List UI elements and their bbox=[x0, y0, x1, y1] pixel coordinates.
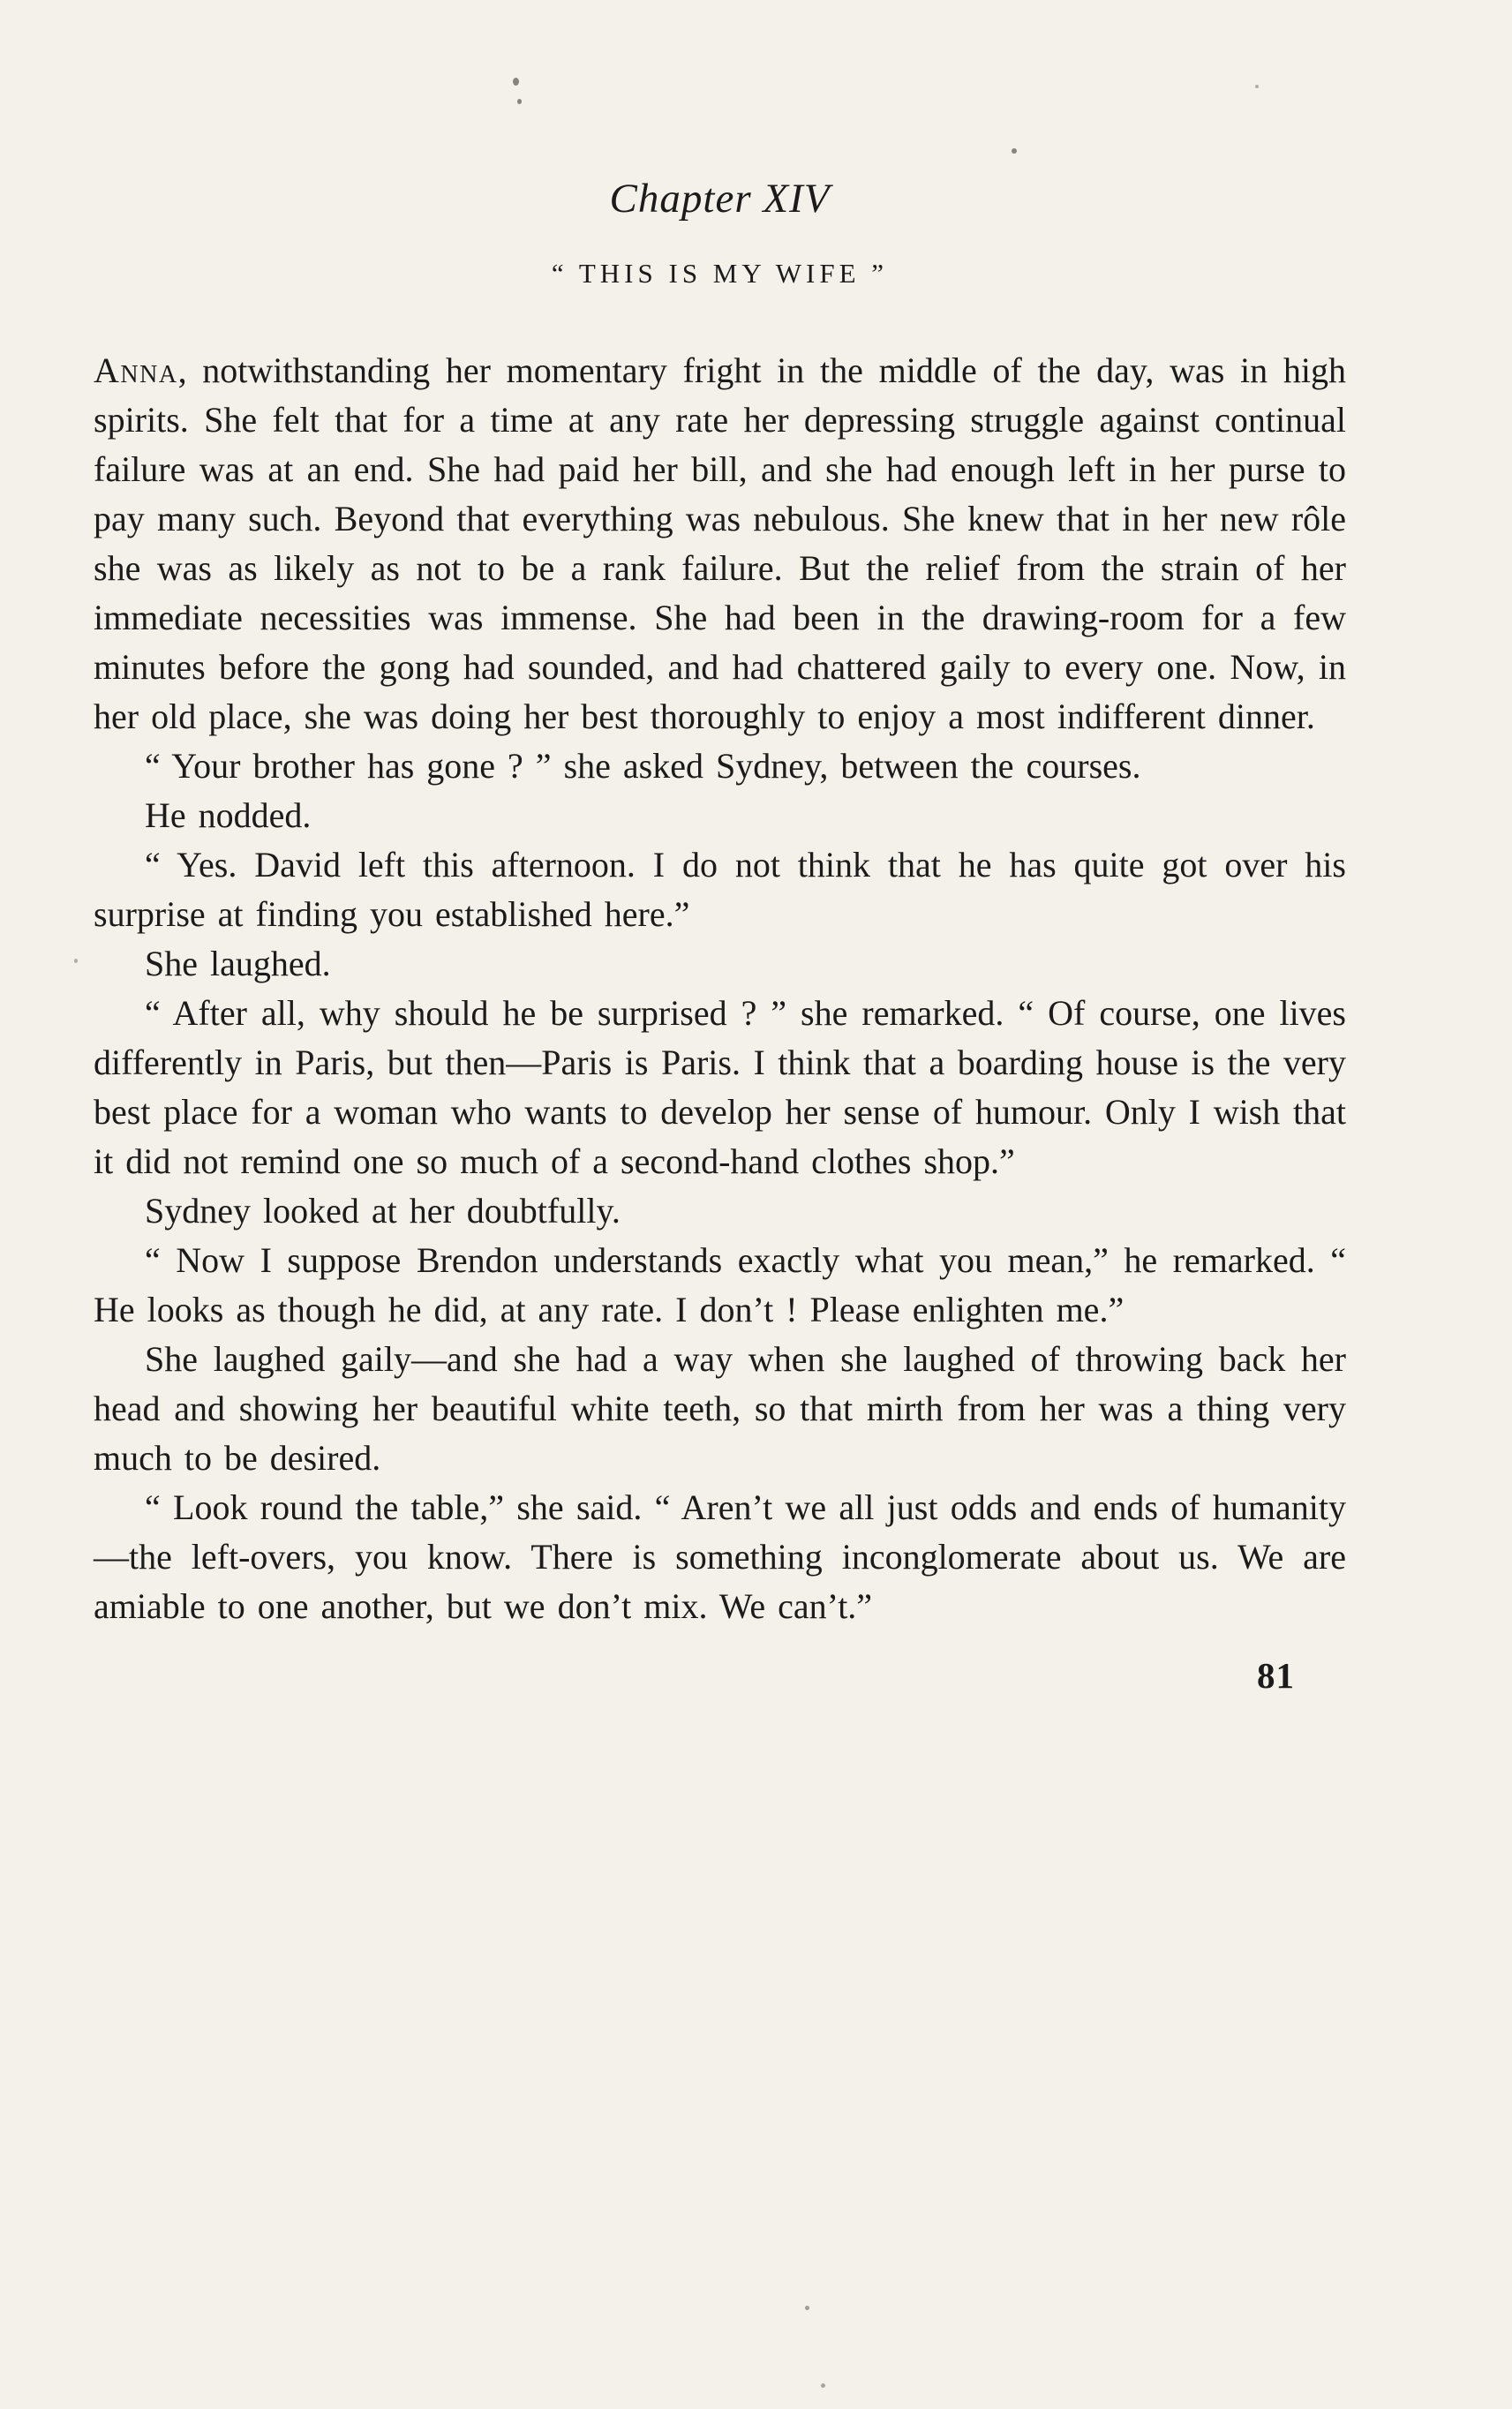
paragraph: “ Your brother has gone ? ” she asked Sydney, between the courses. bbox=[145, 746, 1141, 786]
page-number: 81 bbox=[1257, 1655, 1295, 1696]
scan-speck bbox=[1012, 148, 1017, 154]
scan-speck bbox=[821, 2383, 825, 2388]
paragraph bbox=[94, 346, 1346, 742]
scan-speck bbox=[513, 78, 519, 86]
paragraph: “ Yes. David left this afternoon. I do not think that he has quite got over his surprise at finding you established here.” bbox=[94, 845, 1346, 934]
paragraph: “ After all, why should he be surprised ? ” she remarked. “ Of course, one lives differently in Paris, but then—Paris is Paris. I think that a boarding house is the very best place for a woman who wants to develop her sense of humour. Only I wish that it did not remind one so much of a second-hand clothes shop.” bbox=[94, 993, 1346, 1181]
paragraph: She laughed. bbox=[145, 944, 331, 983]
paragraph: Sydney looked at her doubtfully. bbox=[145, 1191, 621, 1231]
paragraph: “ Look round the table,” she said. “ Aren’t we all just odds and ends of humanity—the left-overs, you know. There is something inconglomerate about us. We are amiable to one another, but we don’t mix. We can’t.” bbox=[94, 1487, 1346, 1626]
paragraph: He nodded. bbox=[145, 795, 312, 835]
lead-word-smallcaps: Anna bbox=[94, 350, 178, 390]
paragraph-text: , notwithstanding her momentary fright in the middle of the day, was in high spirits. She felt that for a time at any rate her depressing struggle against continual failure was at an end. She had paid her bill, and she had enough left in her purse to pay many such. Beyond that everything was nebulous. She knew that in her new rôle she was as likely as not to be a rank failure. But the relief from the strain of her immediate necessities was immense. She had been in the drawing-room for a few minutes before the gong had sounded, and had chattered gaily to every one. Now, in her old place, she was doing her best thoroughly to enjoy a most indifferent dinner. bbox=[94, 350, 1346, 736]
scan-speck bbox=[1255, 85, 1259, 88]
scan-speck bbox=[74, 959, 78, 963]
scan-speck bbox=[517, 99, 522, 104]
chapter-title: Chapter XIV bbox=[609, 176, 831, 222]
paragraph: She laughed gaily—and she had a way when she laughed of throwing back her head and showing her beautiful white teeth, so that mirth from her was a thing very much to be desired. bbox=[94, 1339, 1346, 1478]
page-body bbox=[94, 346, 1346, 1631]
chapter-subtitle: “ THIS IS MY WIFE ” bbox=[551, 258, 889, 289]
paragraph: “ Now I suppose Brendon understands exactly what you mean,” he remarked. “ He looks as though he did, at any rate. I don’t ! Please enlighten me.” bbox=[94, 1240, 1346, 1329]
scan-speck bbox=[805, 2306, 809, 2310]
